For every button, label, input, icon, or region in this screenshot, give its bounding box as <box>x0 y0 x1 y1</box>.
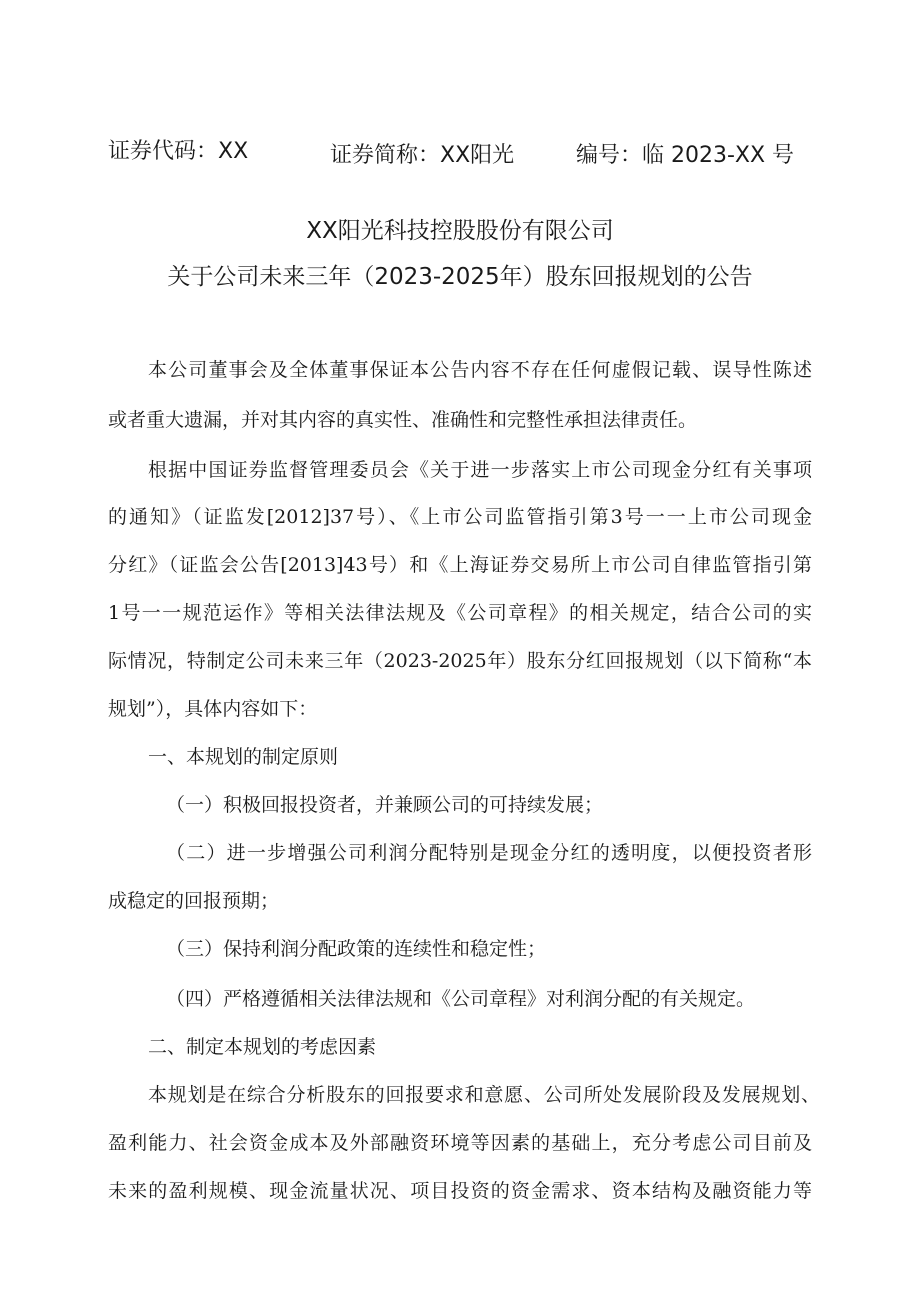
body-line: 规划”），具体内容如下： <box>108 698 318 720</box>
body-line: 根据中国证券监督管理委员会《关于进一步落实上市公司现金分红有关事项 <box>148 459 812 481</box>
body-line: 际情况，特制定公司未来三年（2023-2025年）股东分红回报规划（以下简称“本 <box>108 650 812 672</box>
list-item: （二）进一步增强公司利润分配特别是现金分红的透明度，以便投资者形 <box>166 842 812 864</box>
body-line: 未来的盈利规模、现金流量状况、项目投资的资金需求、资本结构及融资能力等 <box>108 1180 812 1202</box>
list-item: （三）保持利润分配政策的连续性和稳定性； <box>166 938 547 960</box>
body-line: 或者重大遗漏，并对其内容的真实性、准确性和完整性承担法律责任。 <box>108 409 698 431</box>
body-line: 的通知》（证监发[2012]37号）、《上市公司监管指引第3号一一上市公司现金 <box>108 506 812 528</box>
body-line: 1号一一规范运作》等相关法律法规及《公司章程》的相关规定，结合公司的实 <box>108 602 812 624</box>
body-line: 成稳定的回报预期； <box>108 890 280 912</box>
announcement-number: 编号：临 2023-XX 号 <box>576 143 795 168</box>
security-short-name: 证券简称：XX阳光 <box>330 143 515 168</box>
document-title-subject: 关于公司未来三年（2023-2025年）股东回报规划的公告 <box>167 264 753 290</box>
document-title-company: XX阳光科技控股股份有限公司 <box>306 218 614 244</box>
body-line: 盈利能力、社会资金成本及外部融资环境等因素的基础上，充分考虑公司目前及 <box>108 1132 812 1154</box>
section-heading: 二、制定本规划的考虑因素 <box>148 1036 377 1058</box>
body-line: 本规划是在综合分析股东的回报要求和意愿、公司所处发展阶段及发展规划、 <box>148 1084 820 1106</box>
body-line: 分红》（证监会公告[2013]43号）和《上海证券交易所上市公司自律监管指引第 <box>108 554 812 576</box>
list-item: （一）积极回报投资者，并兼顾公司的可持续发展； <box>166 794 604 816</box>
section-heading: 一、本规划的制定原则 <box>148 746 339 768</box>
body-line: 本公司董事会及全体董事保证本公告内容不存在任何虚假记载、误导性陈述 <box>148 359 812 381</box>
list-item: （四）严格遵循相关法律法规和《公司章程》对利润分配的有关规定。 <box>166 988 756 1010</box>
security-code: 证券代码：XX <box>108 139 249 164</box>
